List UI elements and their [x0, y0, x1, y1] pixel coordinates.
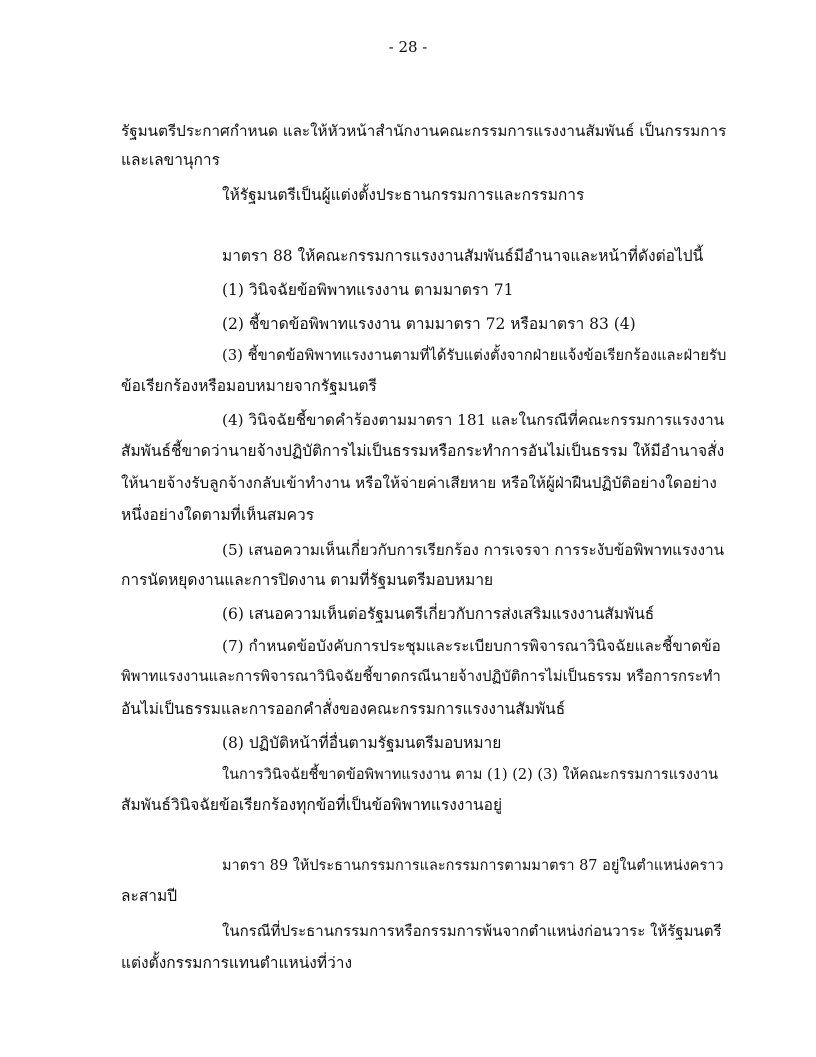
text-line: สัมพันธ์วินิจฉัยข้อเรียกร้องทุกข้อที่เป็นข้อพิพาทแรงงานอยู่: [121, 796, 503, 814]
text-line: (5) เสนอความเห็นเกี่ยวกับการเรียกร้อง การเจรจา การระงับข้อพิพาทแรงงาน: [222, 541, 725, 559]
text-line: แต่งตั้งกรรมการแทนตำแหน่งที่ว่าง: [121, 954, 353, 972]
text-line: (8) ปฏิบัติหน้าที่อื่นตามรัฐมนตรีมอบหมาย: [222, 734, 502, 752]
text-line: พิพาทแรงงานและการพิจารณาวินิจฉัยชี้ขาดกรณีนายจ้างปฏิบัติการไม่เป็นธรรม หรือการกระทำ: [121, 668, 721, 685]
text-line: อันไม่เป็นธรรมและการออกคำสั่งของคณะกรรมการแรงงานสัมพันธ์: [121, 700, 566, 718]
text-line: (3) ชี้ขาดข้อพิพาทแรงงานตามที่ได้รับแต่งตั้งจากฝ่ายแจ้งข้อเรียกร้องและฝ่ายรับ: [222, 347, 727, 364]
text-line: (7) กำหนดข้อบังคับการประชุมและระเบียบการพิจารณาวินิจฉัยและชี้ขาดข้อ: [222, 637, 721, 655]
text-line: ข้อเรียกร้องหรือมอบหมายจากรัฐมนตรี: [121, 377, 377, 395]
text-line: มาตรา 89 ให้ประธานกรรมการและกรรมการตามมาตรา 87 อยู่ในตำแหน่งคราว: [222, 858, 724, 874]
text-line: (4) วินิจฉัยชี้ขาดคำร้องตามมาตรา 181 และในกรณีที่คณะกรรมการแรงงาน: [222, 411, 725, 429]
text-line: ในกรณีที่ประธานกรรมการหรือกรรมการพ้นจากตำแหน่งก่อนวาระ ให้รัฐมนตรี: [222, 922, 722, 940]
text-line: การนัดหยุดงานและการปิดงาน ตามที่รัฐมนตรีมอบหมาย: [121, 571, 494, 589]
text-line: สัมพันธ์ชี้ขาดว่านายจ้างปฏิบัติการไม่เป็นธรรมหรือกระทำการอันไม่เป็นธรรม ให้มีอำนาจสั่ง: [121, 442, 725, 460]
text-line: ให้นายจ้างรับลูกจ้างกลับเข้าทำงาน หรือให้จ่ายค่าเสียหาย หรือให้ผู้ฝ่าฝืนปฏิบัติอย่างใดอย่าง: [121, 474, 717, 492]
text-line: มาตรา 88 ให้คณะกรรมการแรงงานสัมพันธ์มีอำนาจและหน้าที่ดังต่อไปนี้: [222, 247, 704, 265]
text-line: ในการวินิจฉัยชี้ขาดข้อพิพาทแรงงาน ตาม (1) (2) (3) ให้คณะกรรมการแรงงาน: [222, 767, 719, 783]
text-line: รัฐมนตรีประกาศกำหนด และให้หัวหน้าสำนักงานคณะกรรมการแรงงานสัมพันธ์ เป็นกรรมการ: [121, 122, 727, 140]
text-line: และเลขานุการ: [121, 151, 220, 169]
text-line: ให้รัฐมนตรีเป็นผู้แต่งตั้งประธานกรรมการและกรรมการ: [222, 186, 585, 204]
text-line: (1) วินิจฉัยข้อพิพาทแรงงาน ตามมาตรา 71: [222, 281, 514, 299]
text-line: (6) เสนอความเห็นต่อรัฐมนตรีเกี่ยวกับการส่งเสริมแรงงานสัมพันธ์: [222, 605, 655, 623]
text-line: หนึ่งอย่างใดตามที่เห็นสมควร: [121, 506, 315, 524]
text-line: (2) ชี้ขาดข้อพิพาทแรงงาน ตามมาตรา 72 หรือมาตรา 83 (4): [222, 315, 636, 333]
text-line: ละสามปี: [121, 887, 178, 905]
page-number: - 28 -: [388, 38, 428, 56]
